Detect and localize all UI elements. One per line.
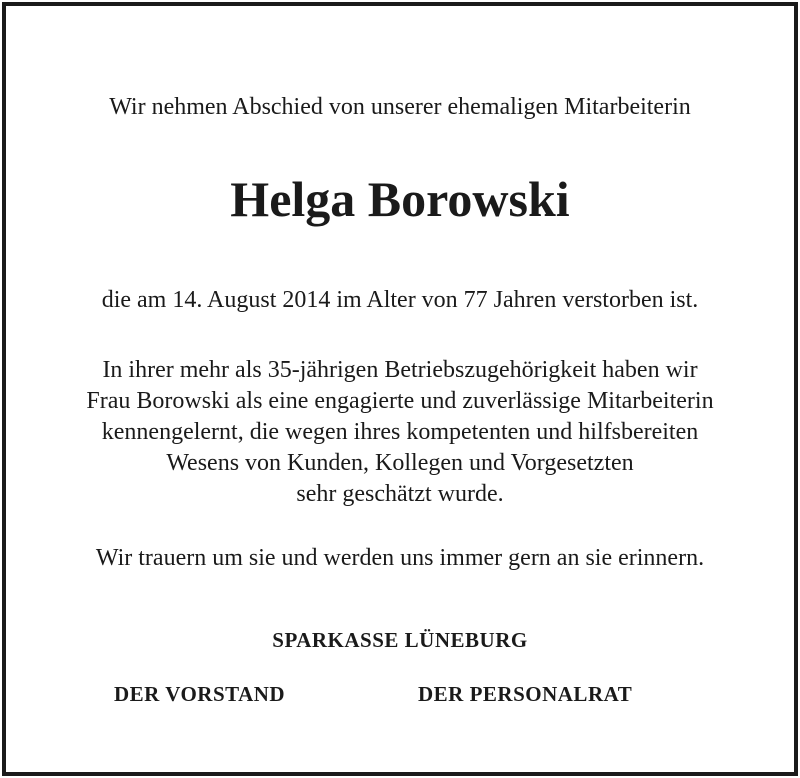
signatory-staff-council: DER PERSONALRAT [418,682,633,706]
deceased-name: Helga Borowski [230,171,570,227]
tribute-line: Frau Borowski als eine engagierte und zuverlässige Mitarbeiterin [86,388,714,414]
tribute-line: In ihrer mehr als 35-jährigen Betriebszugehörigkeit haben wir [102,357,698,383]
tribute-paragraph [6,355,794,510]
intro-line: Wir nehmen Abschied von unserer ehemaligen Mitarbeiterin [109,94,691,120]
obituary-notice [2,2,798,776]
signatory-board: DER VORSTAND [114,682,286,706]
tribute-line: kennengelernt, die wegen ihres kompetenten und hilfsbereiten [101,419,699,445]
death-date-line: die am 14. August 2014 im Alter von 77 Jahren verstorben ist. [101,287,699,313]
organization-name: SPARKASSE LÜNEBURG [272,628,528,652]
closing-line: Wir trauern um sie und werden uns immer gern an sie erinnern. [95,545,705,571]
tribute-line: Wesens von Kunden, Kollegen und Vorgesetzten [166,450,634,476]
tribute-line: sehr geschätzt wurde. [296,481,504,507]
